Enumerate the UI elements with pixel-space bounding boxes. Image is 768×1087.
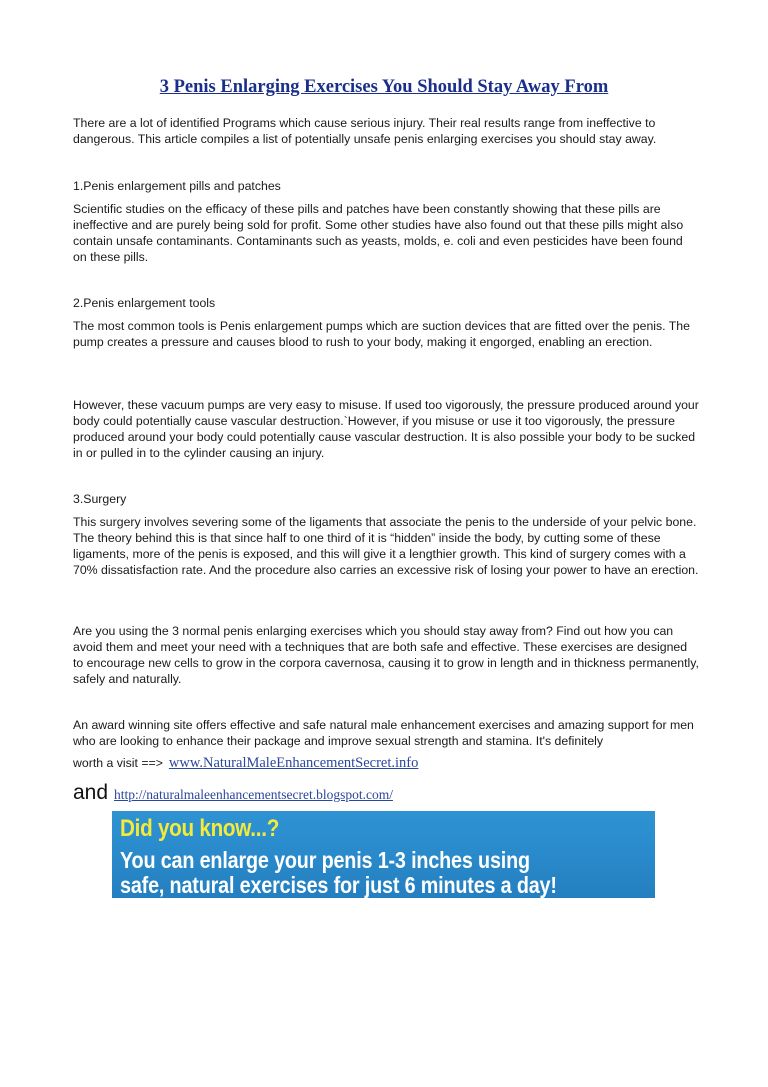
site-link[interactable]: www.NaturalMaleEnhancementSecret.info <box>168 755 419 771</box>
banner-headline: Did you know...? <box>120 815 280 842</box>
section-3-body: This surgery involves severing some of the ligaments that associate the penis to the underside of your pelvic bone. The theory behind this is that since half to one third of it is “hidden” inside the body, by cutting some of these ligaments, more of the penis is exposed, and this will give it a lengthier growth. This kind of surgery comes with a 70% dissatisfaction rate. And the procedure also carries an excessive risk of losing your power to have an erection. <box>73 515 699 577</box>
visit-line <box>73 754 418 772</box>
promo-paragraph: An award winning site offers effective and safe natural male enhancement exercises and amazing support for men who are looking to enhance their package and improve sexual strength and stamina. It's definitely <box>73 718 694 748</box>
intro-paragraph: There are a lot of identified Programs which cause serious injury. Their real results range from ineffective to dangerous. This article compiles a list of potentially unsafe penis enlarging exercises you should stay away. <box>73 116 657 146</box>
section-2-heading: 2.Penis enlargement tools <box>73 296 216 310</box>
visit-text: worth a visit ==> <box>73 756 163 770</box>
promo-banner-image[interactable] <box>112 811 655 898</box>
section-3-heading: 3.Surgery <box>73 492 127 506</box>
section-1-heading: 1.Penis enlargement pills and patches <box>73 179 281 193</box>
and-text: and <box>73 781 109 804</box>
banner-line-3: safe, natural exercises for just 6 minutes a day! <box>120 872 557 898</box>
section-2-body: The most common tools is Penis enlargement pumps which are suction devices that are fitted over the penis. The pump creates a pressure and causes blood to rush to your body, making it engorged, enabling an erection. <box>73 319 690 349</box>
page-title: 3 Penis Enlarging Exercises You Should Stay Away From <box>159 77 609 97</box>
closing-paragraph: Are you using the 3 normal penis enlarging exercises which you should stay away from? Find out how you can avoid them and meet your need with a techniques that are both safe and effective. These exercises are designed to encourage new cells to grow in the corpora cavernosa, causing it to grow in length and in thickness permanently, safely and naturally. <box>73 624 699 686</box>
banner-line-2: You can enlarge your penis 1-3 inches using <box>120 847 530 873</box>
blog-link[interactable]: http://naturalmaleenhancementsecret.blogspot.com/ <box>114 787 393 802</box>
section-1-body: Scientific studies on the efficacy of these pills and patches have been constantly showing that these pills are ineffective and are purely being sold for profit. Some other studies have also found out that these pills might also contain unsafe contaminants. Contaminants such as yeasts, molds, e. coli and even pesticides have been found on these pills. <box>73 202 684 264</box>
section-2-body-continued: However, these vacuum pumps are very easy to misuse. If used too vigorously, the pressure produced around your body could potentially cause vascular destruction.`However, if you misuse or use it too vigorously, the pressure produced around your body could potentially cause vascular destruction. It is also possible your body to be sucked in or pulled in to the cylinder causing an injury. <box>73 398 699 460</box>
and-line <box>73 781 393 805</box>
